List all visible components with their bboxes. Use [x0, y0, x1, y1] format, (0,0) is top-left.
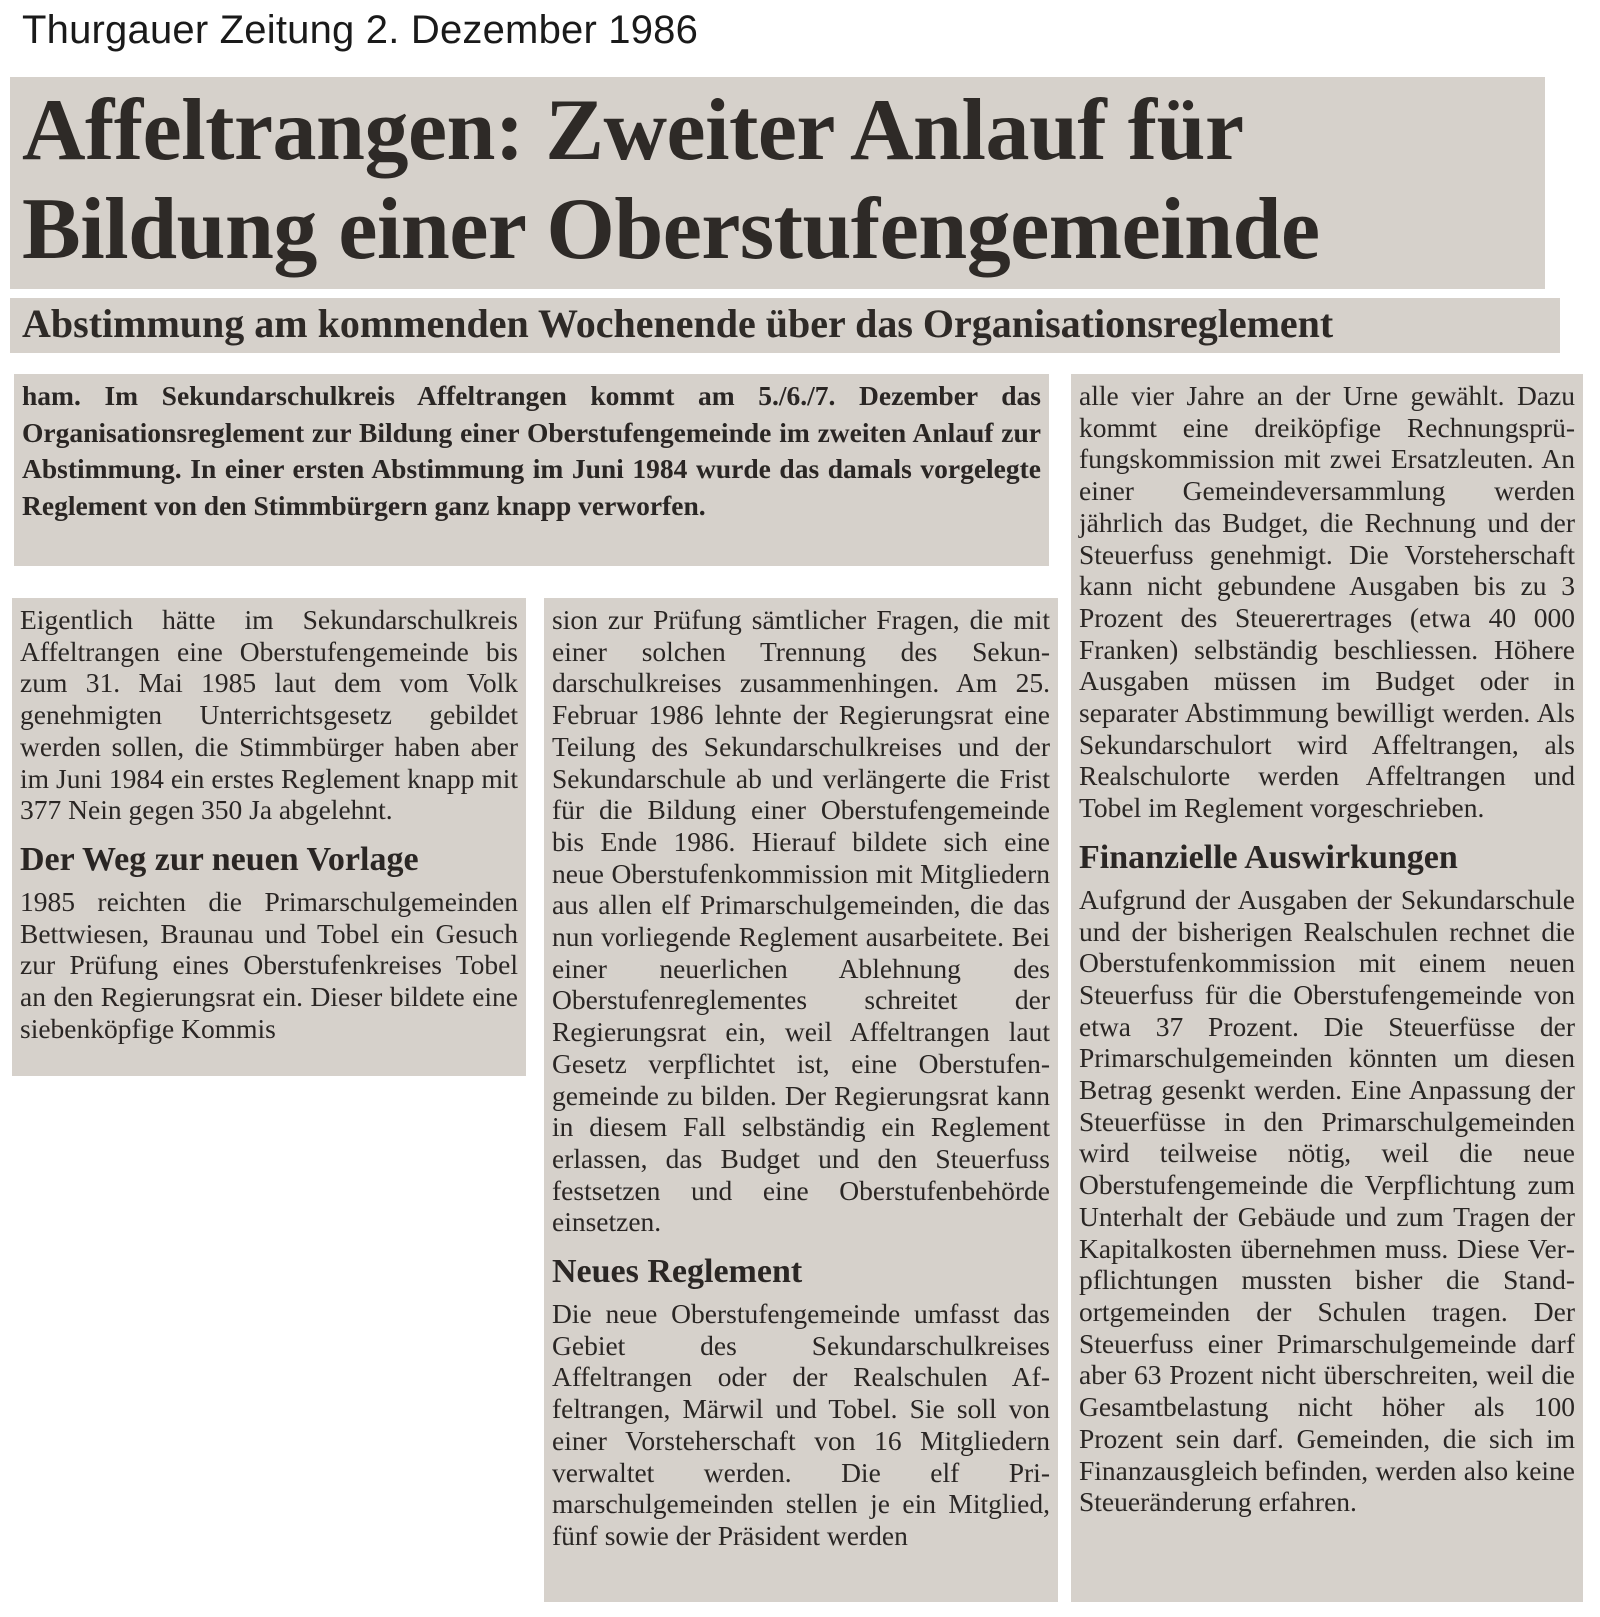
lead-clipping	[14, 374, 1049, 566]
column-2-subtitle: Neues Reglement	[552, 1253, 803, 1291]
lead-paragraph: ham. Im Sekundarschulkreis Affeltrangen kommt am 5./6./7. Dezember das Organisationsreglement zur Bildung einer Oberstufengemeinde im zweiten Anlauf zur Abstimmung. In einer ersten Abstimmung im Juni 1984 wurde das damals vorgelegte Reglement von den Stimmbürgern ganz knapp verworfen.	[22, 380, 1041, 521]
column-2-paragraph-2: Die neue Oberstufengemeinde umfasst das Gebiet des Sekundarschulkreises Affeltrangen oder der Realschulen Affeltrangen, Märwil und Tobel. Sie soll von einer Vorsteherschaft von 16 Mitgliedern verwaltet werden. Die elf Primarschulgemeinden stellen je ein Mitglied, fünf sowie der Präsident werden	[552, 1298, 1050, 1551]
source-line: Thurgauer Zeitung 2. Dezember 1986	[22, 8, 699, 52]
column-1	[12, 598, 526, 1076]
column-1-paragraph-2: 1985 reichten die Primarschulgemeinden Bettwiesen, Braunau und Tobel ein Gesuch zur Prüfung eines Oberstufenkreises Tobel an den Regierungsrat ein. Dieser bildete eine siebenköpfige Kommis	[20, 885, 518, 1044]
column-3-subtitle: Finanzielle Auswirkungen	[1079, 838, 1458, 876]
column-3	[1071, 374, 1583, 1602]
column-2	[544, 598, 1058, 1602]
headline-clipping	[10, 77, 1545, 289]
subheadline: Abstimmung am kommenden Wochenende über das Organisationsreglement	[22, 301, 1334, 346]
column-1-subtitle: Der Weg zur neuen Vorlage	[20, 840, 419, 878]
column-2-paragraph-1: sion zur Prüfung sämtlicher Fragen, die mit einer solchen Trennung des Sekundarschulkreises zusammenhingen. Am 25. Februar 1986 lehnte der Regierungsrat eine Teilung des Sekundarschulkreises und der Sekundarschule ab und verlängerte die Frist für die Bildung einer Oberstufengemeinde bis Ende 1986. Hierauf bildete sich eine neue Oberstufenkommission mit Mitgliedern aus allen elf Primarschulgemeinden, die das nun vorliegende Reglement ausarbeitete. Bei einer neuerlichen Ablehnung des Oberstufenreglementes schreitet der Regierungsrat ein, weil Affeltrangen laut Gesetz verpflichtet ist, eine Oberstufengemeinde zu bilden. Der Regierungsrat kann in diesem Fall selbständig ein Reglement erlassen, das Budget und den Steuerfuss festsetzen und eine Oberstufenbehörde einsetzen.	[552, 604, 1050, 1238]
column-3-paragraph-2: Aufgrund der Ausgaben der Sekundarschule und der bisherigen Realschulen rechnet die Oberstufenkommission mit einem neuen Steuerfuss für die Oberstufengemeinde von etwa 37 Prozent. Die Steuerfüsse der Primarschulgemeinden könnten um diesen Betrag gesenkt werden. Eine Anpassung der Steuerfüsse in den Primarschulgemeinden wird teilweise nötig, weil die neue Oberstufengemeinde die Verpflichtung zum Unterhalt der Gebäude und zum Tragen der Kapitalkosten übernehmen muss. Diese Verpflichtungen mussten bisher die Standortgemeinden der Schulen tragen. Der Steuerfuss einer Primarschulgemeinde darf aber 63 Prozent nicht überschreiten, weil die Gesamtbelastung nicht höher als 100 Prozent sein darf. Gemeinden, die sich im Finanzausgleich befinden, werden also keine Steueränderung erfahren.	[1079, 883, 1575, 1518]
headline: Affeltrangen: Zweiter Anlauf für Bildung einer Oberstufengemeinde	[22, 82, 1320, 278]
column-3-paragraph-1: alle vier Jahre an der Urne gewählt. Dazu kommt eine dreiköpfige Rechnungsprüfungskommission mit zwei Ersatzleuten. An einer Gemeindeversammlung werden jährlich das Budget, die Rechnung und der Steuerfuss genehmigt. Die Vorsteherschaft kann nicht gebundene Ausgaben bis zu 3 Prozent des Steuerertrages (etwa 40 000 Franken) selbständig beschliessen. Höhere Ausgaben müssen im Budget oder in separater Abstimmung bewilligt werden. Als Sekundarschulort wird Affeltrangen, als Realschulorte werden Affeltrangen und Tobel im Reglement vorgeschrieben.	[1079, 380, 1575, 824]
column-1-paragraph-1: Eigentlich hätte im Sekundarschulkreis Affeltrangen eine Oberstufengemeinde bis zum 31. Mai 1985 laut dem vom Volk genehmigten Unterrichtsgesetz gebildet werden sollen, die Stimmbürger haben aber im Juni 1984 ein erstes Reglement knapp mit 377 Nein gegen 350 Ja abgelehnt.	[20, 604, 518, 826]
subheadline-clipping	[10, 298, 1560, 353]
